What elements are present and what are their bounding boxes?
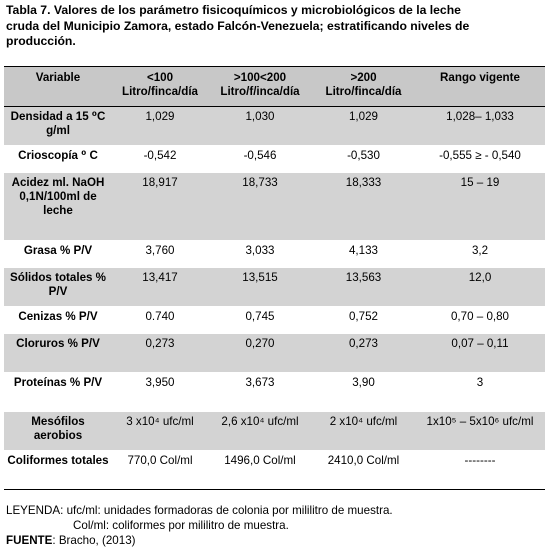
cell-value: 2410,0 Col/ml — [312, 451, 415, 490]
results-table — [4, 66, 545, 490]
cell-value: 3,673 — [208, 373, 312, 412]
source-label: FUENTE — [6, 534, 53, 547]
cell-value: 4,133 — [312, 241, 415, 268]
cell-value: -0,542 — [112, 146, 208, 173]
cell-value: 3,033 — [208, 241, 312, 268]
header-100-200: >100<200 Litro/f/inca/día — [208, 67, 312, 107]
cell-value: 3,90 — [312, 373, 415, 412]
table-row — [4, 412, 545, 451]
cell-range: 1,028– 1,033 — [415, 107, 545, 146]
legend-line-col: Col/ml: coliformes por mililitro de muestra. — [73, 519, 289, 532]
cell-value: 0,273 — [312, 334, 415, 373]
cell-variable: Sólidos totales % P/V — [4, 268, 112, 307]
table-row — [4, 241, 545, 268]
cell-value: 0,273 — [112, 334, 208, 373]
table-row — [4, 451, 545, 490]
cell-value: 13,563 — [312, 268, 415, 307]
table-row — [4, 146, 545, 173]
cell-range: -------- — [415, 451, 545, 490]
cell-range: -0,555 ≥ - 0,540 — [415, 146, 545, 173]
cell-value: 770,0 Col/ml — [112, 451, 208, 490]
cell-value: 1496,0 Col/ml — [208, 451, 312, 490]
table-row — [4, 173, 545, 241]
cell-variable: Crioscopía ⁰ C — [4, 146, 112, 173]
cell-variable: Cloruros % P/V — [4, 334, 112, 373]
cell-variable: Coliformes totales — [4, 451, 112, 490]
header-over-200: >200 Litro/finca/día — [312, 67, 415, 107]
cell-value: 13,515 — [208, 268, 312, 307]
cell-value: -0,530 — [312, 146, 415, 173]
cell-value: 3,760 — [112, 241, 208, 268]
cell-variable: Grasa % P/V — [4, 241, 112, 268]
cell-variable: Cenizas % P/V — [4, 307, 112, 334]
cell-variable: Proteínas % P/V — [4, 373, 112, 412]
results-table-container — [4, 66, 545, 490]
cell-value: 18,917 — [112, 173, 208, 241]
source-text: : Bracho, (2013) — [52, 534, 136, 547]
source-line — [6, 533, 393, 548]
table-row — [4, 334, 545, 373]
header-variable: Variable — [4, 67, 112, 107]
table-row — [4, 307, 545, 334]
cell-range: 12,0 — [415, 268, 545, 307]
cell-variable: Densidad a 15 ⁰C g/ml — [4, 107, 112, 146]
table-header-row — [4, 67, 545, 107]
cell-range: 3 — [415, 373, 545, 412]
cell-value: 1,029 — [312, 107, 415, 146]
header-under-100: <100 Litro/finca/día — [112, 67, 208, 107]
table-caption: Tabla 7. Valores de los parámetro fisicoquímicos y microbiológicos de la leche cruda del Municipio Zamora, estado Falcón-Venezuela; estratificando niveles de producción. — [6, 3, 470, 48]
cell-value: 1,030 — [208, 107, 312, 146]
cell-value: 18,733 — [208, 173, 312, 241]
cell-value: 0,745 — [208, 307, 312, 334]
table-row — [4, 107, 545, 146]
cell-range: 3,2 — [415, 241, 545, 268]
cell-value: -0,546 — [208, 146, 312, 173]
cell-variable: Acidez ml. NaOH 0,1N/100ml de leche — [4, 173, 112, 241]
cell-value: 0,270 — [208, 334, 312, 373]
cell-value: 2 x10⁴ ufc/ml — [312, 412, 415, 451]
cell-value: 3 x10⁴ ufc/ml — [112, 412, 208, 451]
cell-value: 13,417 — [112, 268, 208, 307]
cell-value: 18,333 — [312, 173, 415, 241]
cell-range: 1x10⁵ – 5x10⁶ ufc/ml — [415, 412, 545, 451]
cell-range: 0,70 – 0,80 — [415, 307, 545, 334]
table-legend — [6, 503, 393, 548]
legend-line-ufc: LEYENDA: ufc/ml: unidades formadoras de colonia por mililitro de muestra. — [6, 504, 393, 517]
table-row — [4, 373, 545, 412]
cell-value: 0.740 — [112, 307, 208, 334]
table-row — [4, 268, 545, 307]
cell-value: 0,752 — [312, 307, 415, 334]
cell-range: 0,07 – 0,11 — [415, 334, 545, 373]
cell-value: 1,029 — [112, 107, 208, 146]
header-range: Rango vigente — [415, 67, 545, 107]
cell-variable: Mesófilos aerobios — [4, 412, 112, 451]
cell-range: 15 – 19 — [415, 173, 545, 241]
cell-value: 2,6 x10⁴ ufc/ml — [208, 412, 312, 451]
cell-value: 3,950 — [112, 373, 208, 412]
